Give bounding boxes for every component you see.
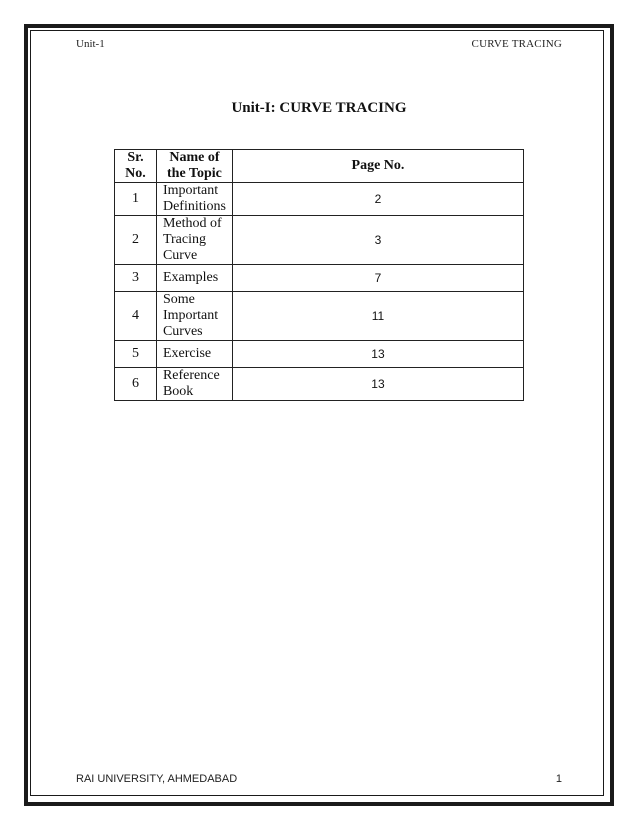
row-topic: Exercise <box>156 341 232 368</box>
row-sr-no: 1 <box>115 183 157 216</box>
row-topic: Method of Tracing Curve <box>156 216 232 265</box>
row-sr-no: 5 <box>115 341 157 368</box>
column-header-page-no: Page No. <box>232 150 523 183</box>
row-topic: Examples <box>156 265 232 292</box>
table-header-row <box>115 150 524 183</box>
row-topic: Important Definitions <box>156 183 232 216</box>
row-page-no: 11 <box>232 292 523 341</box>
row-sr-no: 2 <box>115 216 157 265</box>
row-page-no: 13 <box>232 368 523 401</box>
row-topic: Some Important Curves <box>156 292 232 341</box>
header-chapter-label: CURVE TRACING <box>471 38 562 50</box>
row-sr-no: 6 <box>115 368 157 401</box>
row-sr-no: 4 <box>115 292 157 341</box>
table-row <box>115 183 524 216</box>
table-row <box>115 292 524 341</box>
contents-table <box>114 149 524 401</box>
page-title: Unit-I: CURVE TRACING <box>231 100 407 116</box>
header-unit-label: Unit-1 <box>76 38 105 50</box>
table-row <box>115 265 524 292</box>
table-row <box>115 368 524 401</box>
table-row <box>115 216 524 265</box>
column-header-sr-no: Sr. No. <box>115 150 157 183</box>
row-topic: Reference Book <box>156 368 232 401</box>
footer-institution: RAI UNIVERSITY, AHMEDABAD <box>76 773 238 785</box>
row-page-no: 13 <box>232 341 523 368</box>
row-page-no: 2 <box>232 183 523 216</box>
table-row <box>115 341 524 368</box>
footer-page-number: 1 <box>555 773 562 785</box>
row-page-no: 3 <box>232 216 523 265</box>
row-sr-no: 3 <box>115 265 157 292</box>
column-header-topic: Name of the Topic <box>156 150 232 183</box>
page-border-inner <box>30 30 604 796</box>
row-page-no: 7 <box>232 265 523 292</box>
